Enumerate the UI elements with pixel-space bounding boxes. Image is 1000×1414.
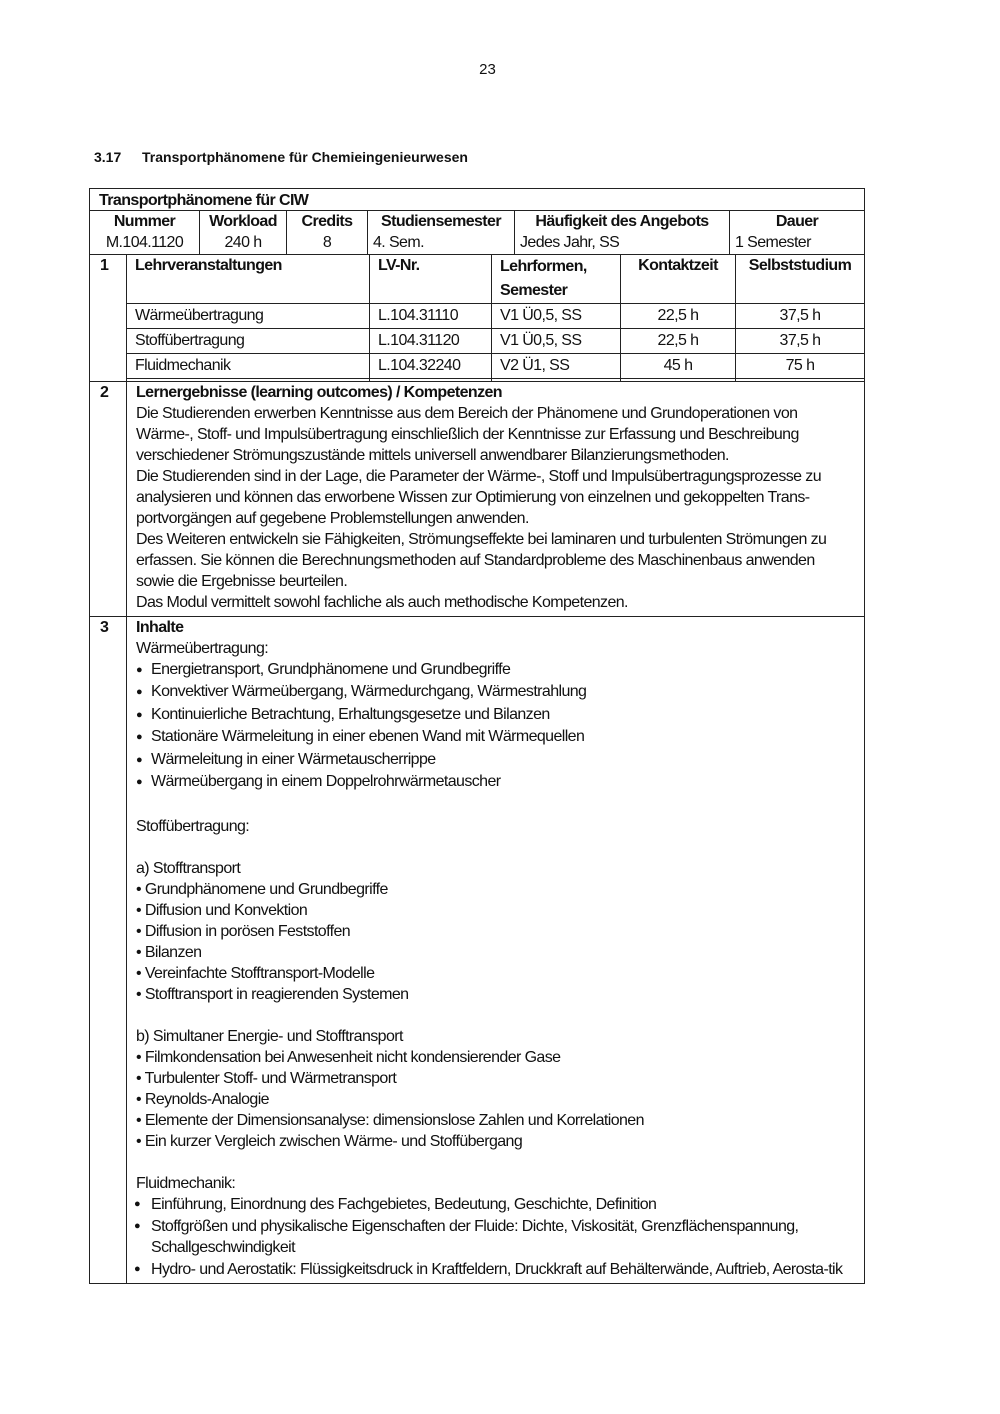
col-header: Lehrveranstaltungen [127,255,370,304]
table-cell: V1 Ü0,5, SS [492,304,621,329]
list-item: • Diffusion und Konvektion [136,900,856,921]
mass-b-list [136,1047,856,1152]
list-item: ● Stoffgrößen und physikalische Eigenschaften der Fluide: Dichte, Viskosität, Grenzflächenspannung, Schallgeschwindigkeit [136,1216,856,1259]
mass-a-list [136,879,856,1005]
list-item: • Elemente der Dimensionsanalyse: dimensionslose Zahlen und Korrelationen [136,1110,856,1131]
list-item: • Grundphänomene und Grundbegriffe [136,879,856,900]
table-cell: 75 h [736,354,864,379]
heat-list [136,659,856,793]
courses-table [127,255,864,381]
list-item: ● Kontinuierliche Betrachtung, Erhaltungsgesetze und Bilanzen [136,704,856,726]
col-header: Selbststudium [736,255,864,304]
outcomes-title: Lernergebnisse (learning outcomes) / Kompetenzen [136,384,502,401]
table-cell: V1 Ü0,5, SS [492,329,621,354]
courses-row [90,255,864,382]
meta-workload: Workload 240 h [200,211,287,254]
list-item: • Turbulenter Stoff- und Wärmetransport [136,1068,856,1089]
heat-label: Wärmeübertragung: [136,640,269,657]
section-number: 3.17 [94,149,122,165]
list-item: • Vereinfachte Stofftransport-Modelle [136,963,856,984]
fluid-label: Fluidmechanik: [136,1175,236,1193]
list-item: ● Einführung, Einordnung des Fachgebietes, Bedeutung, Geschichte, Definition [136,1194,856,1216]
meta-semester: Studiensemester 4. Sem. [368,211,515,254]
outcomes-content [127,382,864,616]
table-cell: L.104.31110 [370,304,492,329]
meta-credits: Credits 8 [287,211,368,254]
module-table [89,188,865,1284]
table-cell: V2 Ü1, SS [492,354,621,379]
module-title: Transportphänomene für CIW [90,189,864,211]
outcomes-text: Die Studierenden erwerben Kenntnisse aus dem Bereich der Phänomene und Grundoperationen von Wärme-, Stoff- und Impulsübertragung einschließlich der Kenntnisse zur Erfassung und Beschreibung verschiedener Strömungszustände mittels universell anwendbarer Bilanzierungsmethoden. Die Studierenden sind in der Lage, die Parameter der Wärme-, Stoff und Impulsübertragungsprozesse zu analysieren und können das erworbene Wissen zur Optimierung von einzelnen und gekoppelten Trans- portvorgängen auf gegebene Problemstellungen anwenden. Des Weiteren entwickeln sie Fähigkeiten, Strömungseffekte bei laminaren und turbulenten Strömungen zu erfassen. Sie können die Berechnungsmethoden auf Standardprobleme des Maschinenbaus anwenden sowie die Ergebnisse beurteilen. Das Modul vermittelt sowohl fachliche als auch methodische Kompetenzen. [136,405,827,611]
outcomes-row [90,382,864,617]
list-item: ● Stationäre Wärmeleitung in einer ebenen Wand mit Wärmequellen [136,726,856,748]
row-index: 2 [90,382,127,616]
section-heading [94,149,468,165]
table-cell: 37,5 h [736,304,864,329]
contents-content [127,617,864,1283]
page-number: 23 [479,61,496,78]
col-header: Kontaktzeit [621,255,736,304]
table-cell: Stoffübertragung [127,329,370,354]
list-item: ● Wärmeleitung in einer Wärmetauscherrippe [136,749,856,771]
module-meta [90,211,864,255]
table-cell: 37,5 h [736,329,864,354]
col-header: LV-Nr. [370,255,492,304]
mass-a-label: a) Stofftransport [136,860,241,878]
mass-label: Stoffübertragung: [136,818,250,836]
meta-duration: Dauer 1 Semester [735,213,819,251]
list-item: ● Wärmeübergang in einem Doppelrohrwärmetauscher [136,771,856,793]
section-title: Transportphänomene für Chemieingenieurwesen [142,149,468,165]
list-item: ● Hydro- und Aerostatik: Flüssigkeitsdruck in Kraftfeldern, Druckkraft auf Behälterwände, Auftrieb, Aerosta-tik [136,1259,856,1281]
table-cell: L.104.31120 [370,329,492,354]
table-cell: 22,5 h [621,304,736,329]
mass-b-label: b) Simultaner Energie- und Stofftransport [136,1028,403,1046]
table-cell: L.104.32240 [370,354,492,379]
list-item: • Bilanzen [136,942,856,963]
table-cell: 22,5 h [621,329,736,354]
list-item: • Diffusion in porösen Feststoffen [136,921,856,942]
list-item: ● Konvektiver Wärmeübergang, Wärmedurchgang, Wärmestrahlung [136,681,856,703]
list-item: • Filmkondensation bei Anwesenheit nicht kondensierender Gase [136,1047,856,1068]
table-cell: Wärmeübertragung [127,304,370,329]
list-item: ● Energietransport, Grundphänomene und Grundbegriffe [136,659,856,681]
meta-number: Nummer M.104.1120 [90,211,200,254]
meta-frequency: Häufigkeit des Angebots Jedes Jahr, SS [515,211,730,254]
fluid-list [136,1194,856,1280]
list-item: • Stofftransport in reagierenden Systemen [136,984,856,1005]
list-item: • Reynolds-Analogie [136,1089,856,1110]
list-item: • Ein kurzer Vergleich zwischen Wärme- und Stoffübergang [136,1131,856,1152]
col-header: Lehrformen, Semester [492,255,621,304]
contents-title: Inhalte [136,619,184,636]
row-index: 1 [90,255,127,381]
table-cell: 45 h [621,354,736,379]
table-cell: Fluidmechanik [127,354,370,379]
contents-row [90,617,864,1283]
row-index: 3 [90,617,127,1283]
